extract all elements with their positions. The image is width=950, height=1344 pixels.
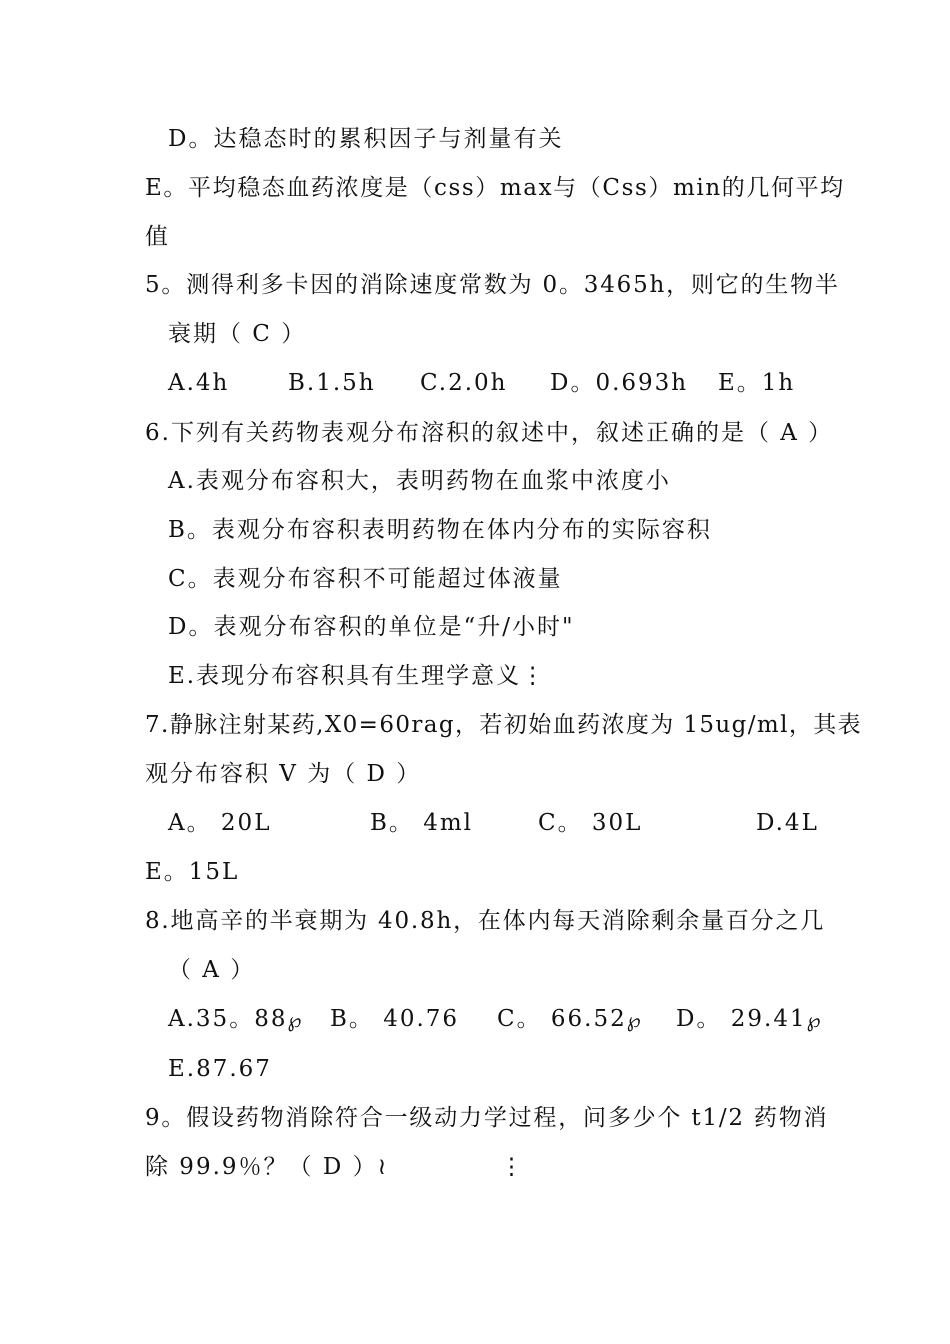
q8-option-b: B。 40.76: [330, 1006, 460, 1032]
q4-option-d: D。达稳态时的累积因子与剂量有关: [168, 126, 564, 152]
q8-option-e: E.87.67: [168, 1056, 272, 1082]
percent-glyph-icon: ℘: [626, 1008, 641, 1032]
q8-option-d: [676, 1004, 821, 1034]
q8-option-a: [168, 1004, 301, 1034]
q5-option-d: D。0.693h: [550, 370, 689, 396]
question-6-text: 6.下列有关药物表观分布溶积的叙述中，叙述正确的是（ A ）: [145, 420, 834, 446]
q6-option-a: A.表观分布容积大，表明药物在血浆中浓度小: [168, 468, 671, 494]
q7-option-a: A。 20L: [168, 810, 272, 836]
q7-option-d: D.4L: [756, 810, 819, 836]
q5-option-e: E。1h: [718, 370, 796, 396]
q6-option-d: D。表观分布容积的单位是“升/小时": [168, 614, 575, 640]
q4-option-e: E。平均稳态血药浓度是（css）max与（Css）min的几何平均: [145, 175, 845, 201]
question-8-text: 8.地高辛的半衰期为 40.8h，在体内每天消除剩余量百分之几: [145, 908, 826, 934]
q8-option-d-label: D。 29.41: [676, 1006, 807, 1032]
q8-option-c: [497, 1004, 641, 1034]
q8-option-a-label: A.35。88: [168, 1006, 288, 1032]
q4-option-e-continued: 值: [145, 224, 170, 250]
percent-glyph-icon: ℘: [287, 1008, 302, 1032]
q7-option-c: C。 30L: [538, 810, 643, 836]
q7-option-b: B。 4ml: [370, 810, 474, 836]
vertical-ellipsis-mark: ⋮: [500, 1154, 523, 1180]
question-9-text: 9。假设药物消除符合一级动力学过程，问多少个 t1/2 药物消: [145, 1105, 829, 1131]
question-8-answer: （ A ）: [168, 957, 256, 983]
question-5-text: 5。测得利多卡因的消除速度常数为 0。3465h，则它的生物半: [145, 272, 840, 298]
q7-option-e: E。15L: [145, 859, 240, 885]
q8-option-c-label: C。 66.52: [497, 1006, 627, 1032]
q6-option-b: B。表观分布容积表明药物在体内分布的实际容积: [168, 517, 712, 543]
question-9-text-continued: 除 99.9％？（ D ）≀: [145, 1154, 389, 1180]
question-5-text-continued: 衰期（ C ）: [168, 321, 307, 347]
question-7-text-continued: 观分布容积 V 为（ D ）: [145, 761, 422, 787]
question-7-text: 7.静脉注射某药,X0=60rag，若初始血药浓度为 15ug/ml，其表: [145, 712, 863, 738]
q5-option-a: A.4h: [168, 370, 230, 396]
q6-option-e: E.表现分布容积具有生理学意义⋮: [168, 663, 547, 689]
q5-option-c: C.2.0h: [420, 370, 508, 396]
q5-option-b: B.1.5h: [288, 370, 376, 396]
q6-option-c: C。表观分布容积不可能超过体液量: [168, 566, 563, 592]
percent-glyph-icon: ℘: [806, 1008, 821, 1032]
